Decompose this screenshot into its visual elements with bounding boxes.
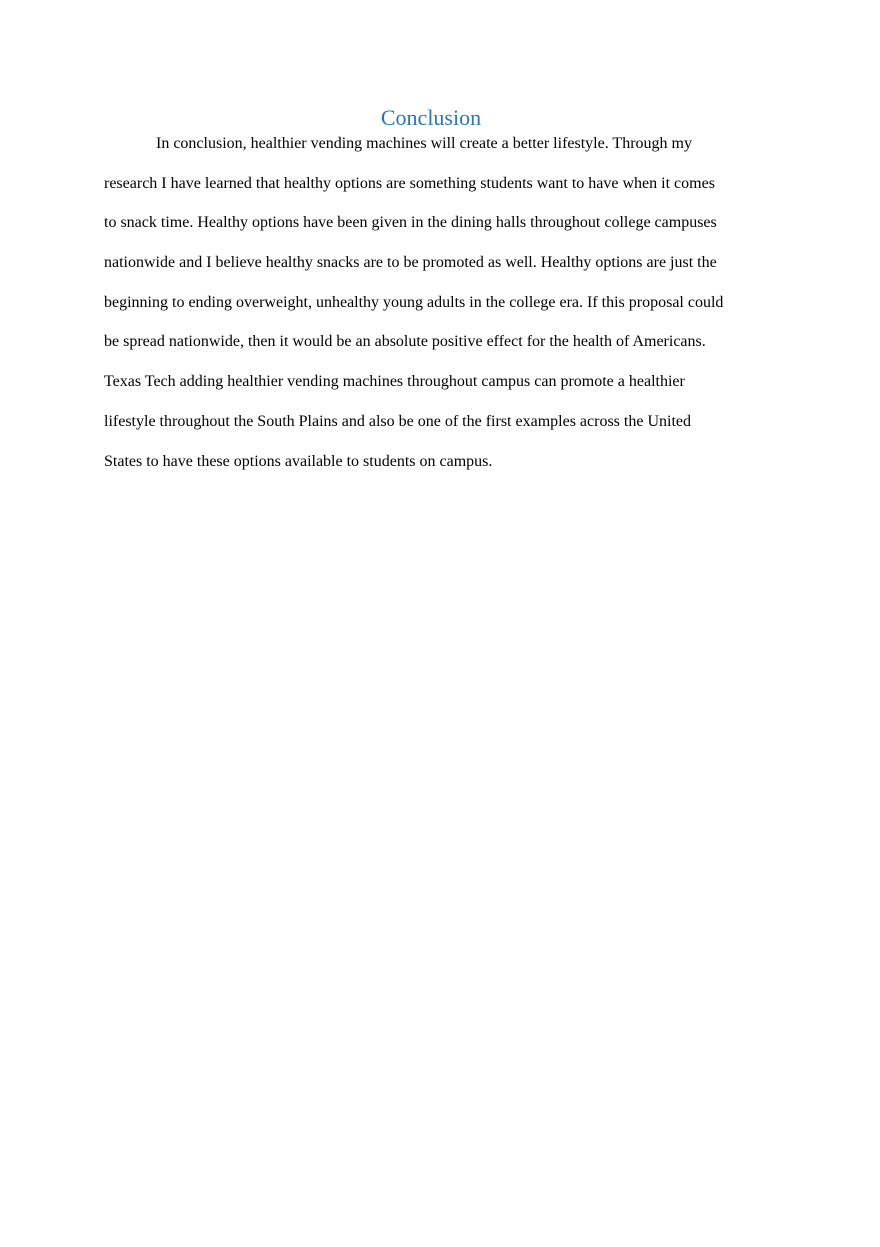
paragraph-line: to snack time. Healthy options have been given in the dining halls throughout college campuses xyxy=(104,214,717,232)
paragraph-line: beginning to ending overweight, unhealthy young adults in the college era. If this proposal could xyxy=(104,293,724,311)
paragraph-line: States to have these options available to students on campus. xyxy=(104,452,493,470)
paragraph-line: be spread nationwide, then it would be an absolute positive effect for the health of Americans. xyxy=(104,333,706,351)
paragraph-line: lifestyle throughout the South Plains and also be one of the first examples across the United xyxy=(104,412,691,430)
paragraph-line: research I have learned that healthy options are something students want to have when it comes xyxy=(104,174,715,192)
paragraph-line: Texas Tech adding healthier vending machines throughout campus can promote a healthier xyxy=(104,373,685,391)
paragraph-line: nationwide and I believe healthy snacks are to be promoted as well. Healthy options are just the xyxy=(104,254,717,272)
section-heading: Conclusion xyxy=(380,105,482,130)
conclusion-paragraph xyxy=(104,130,784,487)
paragraph-line: In conclusion, healthier vending machines will create a better lifestyle. Through my xyxy=(156,135,692,152)
